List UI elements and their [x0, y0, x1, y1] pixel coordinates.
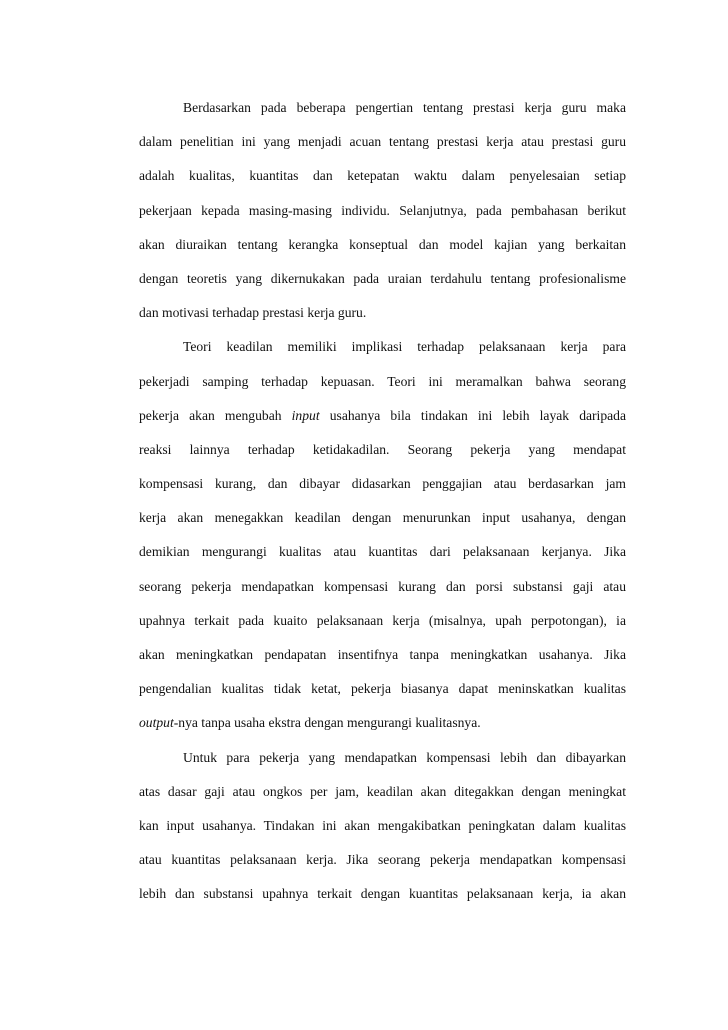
paragraph-1-line-4: pekerjaan kepada masing-masing individu. Selanjutnya, pada pembahasan berikut — [139, 202, 626, 218]
body-text — [139, 98, 626, 919]
paragraph-2-line-9: upahnya terkait pada kuaito pelaksanaan kerja (misalnya, upah perpotongan), ia — [139, 612, 626, 628]
paragraph-3-line-1: Untuk para pekerja yang mendapatkan kompensasi lebih dan dibayarkan — [183, 749, 626, 765]
paragraph-2-line-3 — [139, 406, 626, 440]
paragraph-3-line-2: atas dasar gaji atau ongkos per jam, keadilan akan ditegakkan dengan meningkat — [139, 783, 626, 799]
paragraph-3-line-4: atau kuantitas pelaksanaan kerja. Jika seorang pekerja mendapatkan kompensasi — [139, 852, 626, 868]
line-12-rest: -nya tanpa usaha ekstra dengan mengurangi kualitasnya. — [173, 715, 481, 731]
paragraph-2-line-8: seorang pekerja mendapatkan kompensasi kurang dan porsi substansi gaji atau — [139, 578, 626, 594]
paragraph-1-line-3: adalah kualitas, kuantitas dan ketepatan waktu dalam penyelesaian setiap — [139, 168, 626, 184]
paragraph-1-line-7: dan motivasi terhadap prestasi kerja guru. — [139, 305, 367, 321]
paragraph-2-line-11: pengendalian kualitas tidak ketat, pekerja biasanya dapat meninskatkan kualitas — [139, 681, 626, 697]
italic-input: input — [291, 407, 320, 423]
paragraph-2-line-7: demikian mengurangi kualitas atau kuantitas dari pelaksanaan kerjanya. Jika — [139, 544, 626, 560]
paragraph-1-line-1: Berdasarkan pada beberapa pengertian tentang prestasi kerja guru maka — [183, 100, 626, 115]
paragraph-2-line-6: kerja akan menegakkan keadilan dengan menurunkan input usahanya, dengan — [139, 510, 626, 526]
paragraph-2-line-5: kompensasi kurang, dan dibayar didasarkan penggajian atau berdasarkan jam — [139, 476, 626, 492]
italic-output: output — [139, 715, 174, 731]
paragraph-2-line-2: pekerjadi samping terhadap kepuasan. Teori ini meramalkan bahwa seorang — [139, 373, 626, 389]
paragraph-1-line-5: akan diuraikan tentang kerangka konseptual dan model kajian yang berkaitan — [139, 236, 626, 252]
paragraph-2-line-10: akan meningkatkan pendapatan insentifnya tanpa meningkatkan usahanya. Jika — [139, 647, 626, 662]
paragraph-1-line-2: dalam penelitian ini yang menjadi acuan tentang prestasi kerja atau prestasi guru — [139, 134, 626, 150]
paragraph-2-line-4: reaksi lainnya terhadap ketidakadilan. Seorang pekerja yang mendapat — [139, 441, 626, 457]
paragraph-3-line-5: lebih dan substansi upahnya terkait dengan kuantitas pelaksanaan kerja, ia akan — [139, 886, 626, 902]
line-3-start: pekerja akan mengubah — [139, 407, 292, 423]
paragraph-2-line-1: Teori keadilan memiliki implikasi terhadap pelaksanaan kerja para — [183, 339, 626, 355]
paragraph-2-line-12 — [139, 713, 626, 747]
paragraph-1-line-6: dengan teoretis yang dikernukakan pada uraian terdahulu tentang profesionalisme — [139, 270, 626, 286]
paragraph-3-line-3: kan input usahanya. Tindakan ini akan mengakibatkan peningkatan dalam kualitas — [139, 817, 626, 833]
line-3-end: usahanya bila tindakan ini lebih layak daripada — [319, 407, 626, 423]
